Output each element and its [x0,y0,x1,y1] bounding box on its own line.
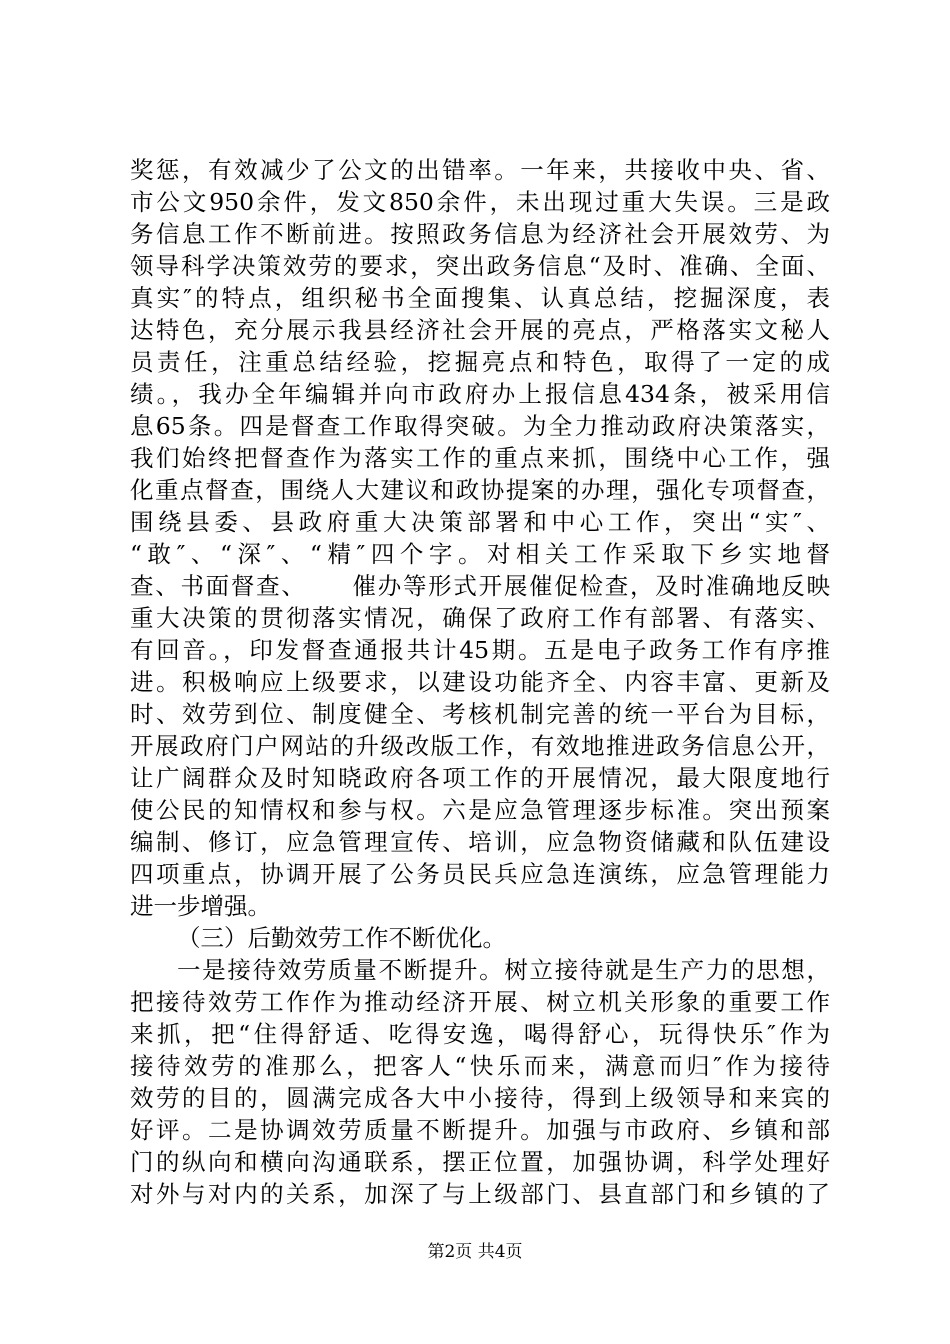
body-line-2: 市公文950余件，发文850余件，未出现过重大失误。三是政 [130,188,830,216]
body-line-28: 来抓，把“住得舒适、吃得安逸，喝得舒心，玩得快乐″作为 [130,1020,830,1048]
body-line-32: 门的纵向和横向沟通联系，摆正位置，加强协调，科学处理好 [130,1148,830,1176]
page-number-footer: 第2页 共4页 [427,1242,523,1262]
body-line-4: 领导科学决策效劳的要求，突出政务信息“及时、准确、全面、 [130,252,830,280]
body-line-8: 绩。，我办全年编辑并向市政府办上报信息434条，被采用信 [130,380,830,408]
body-line-17: 进。积极响应上级要求，以建设功能齐全、内容丰富、更新及 [130,668,830,696]
section-heading: （三）后勤效劳工作不断优化。 [177,924,506,952]
body-line-16: 有回音。，印发督查通报共计45期。五是电子政务工作有序推 [130,636,830,664]
body-line-22: 编制、修订，应急管理宣传、培训，应急物资储藏和队伍建设 [130,828,830,856]
body-line-3: 务信息工作不断前进。按照政务信息为经济社会开展效劳、为 [130,220,830,248]
body-line-7: 员责任，注重总结经验，挖掘亮点和特色，取得了一定的成 [130,348,830,376]
body-line-6: 达特色，充分展示我县经济社会开展的亮点，严格落实文秘人 [130,316,830,344]
body-line-26: 一是接待效劳质量不断提升。树立接待就是生产力的思想， [177,956,830,984]
body-line-33: 对外与对内的关系，加深了与上级部门、县直部门和乡镇的了 [130,1180,830,1208]
document-body [130,154,830,1210]
body-line-31: 好评。二是协调效劳质量不断提升。加强与市政府、乡镇和部 [130,1116,830,1144]
body-line-23: 四项重点，协调开展了公务员民兵应急连演练，应急管理能力 [130,860,830,888]
body-line-5: 真实″的特点，组织秘书全面搜集、认真总结，挖掘深度，表 [130,284,830,312]
body-line-12: 围绕县委、县政府重大决策部署和中心工作，突出“实″、 [130,508,830,536]
body-line-15: 重大决策的贯彻落实情况，确保了政府工作有部署、有落实、 [130,604,830,632]
body-line-29: 接待效劳的准那么，把客人“快乐而来，满意而归″作为接待 [130,1052,830,1080]
body-line-1: 奖惩，有效减少了公文的出错率。一年来，共接收中央、省、 [130,156,830,184]
body-line-9: 息65条。四是督查工作取得突破。为全力推动政府决策落实， [130,412,830,440]
body-line-18: 时、效劳到位、制度健全、考核机制完善的统一平台为目标， [130,700,830,728]
body-line-11: 化重点督查，围绕人大建议和政协提案的办理，强化专项督查， [130,476,830,504]
body-line-27: 把接待效劳工作作为推动经济开展、树立机关形象的重要工作 [130,988,830,1016]
body-line-13: “敢″、“深″、“精″四个字。对相关工作采取下乡实地督 [130,540,830,568]
body-line-10: 我们始终把督查作为落实工作的重点来抓，围绕中心工作，强 [130,444,830,472]
body-line-30: 效劳的目的，圆满完成各大中小接待，得到上级领导和来宾的 [130,1084,830,1112]
body-line-21: 使公民的知情权和参与权。六是应急管理逐步标准。突出预案 [130,796,830,824]
body-line-24: 进一步增强。 [130,892,271,920]
body-line-19: 开展政府门户网站的升级改版工作，有效地推进政务信息公开， [130,732,830,760]
body-line-20: 让广阔群众及时知晓政府各项工作的开展情况，最大限度地行 [130,764,830,792]
body-line-14: 查、书面督查、 催办等形式开展催促检查，及时准确地反映 [130,572,830,600]
